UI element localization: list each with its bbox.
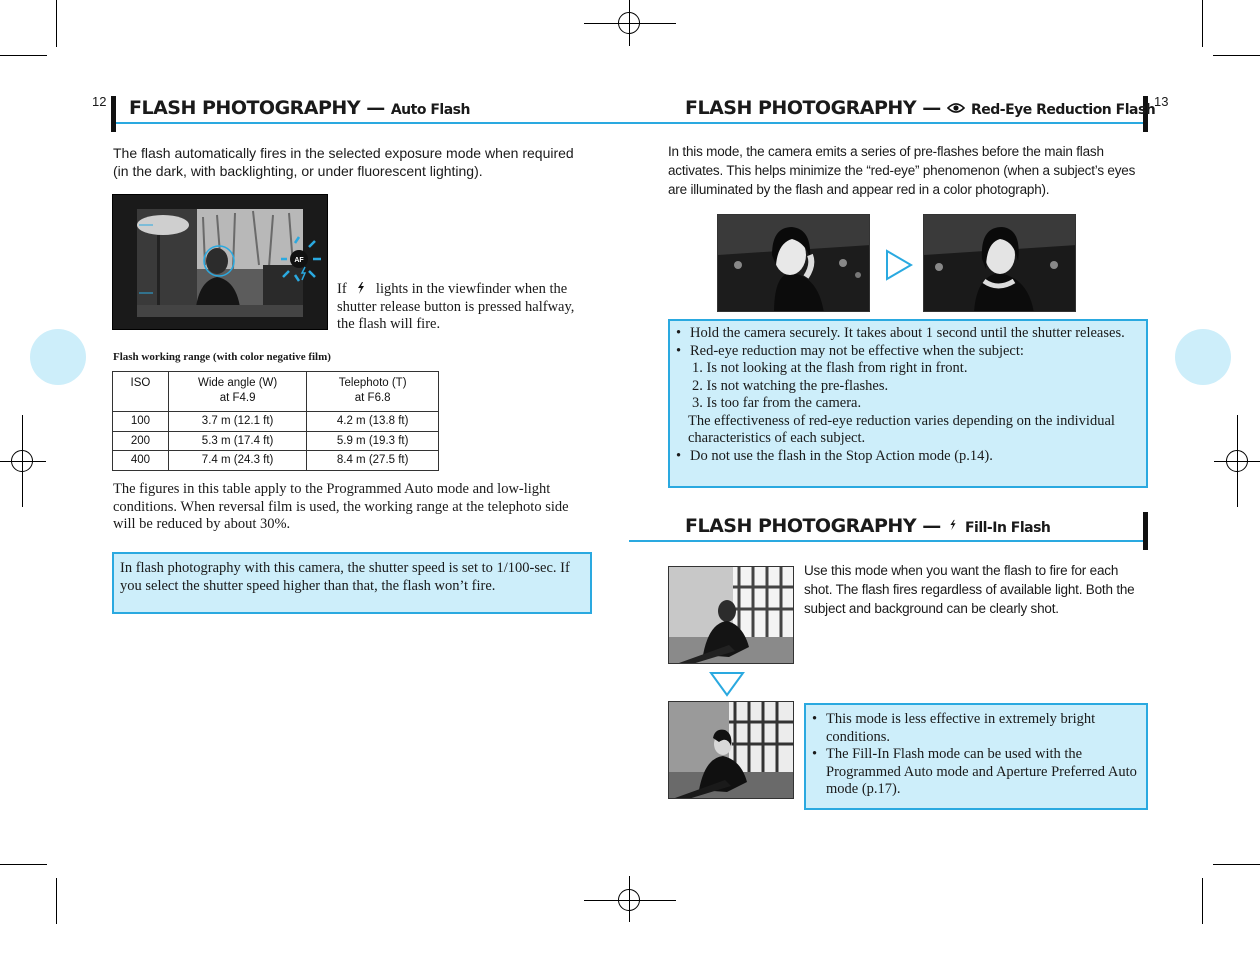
viewfinder-image [112, 194, 328, 330]
list-continuation: The effectiveness of red-eye reduction varies depending on the individual characteristics of each subject. [688, 412, 1115, 446]
heading-rule [116, 122, 1146, 124]
table-note: The figures in this table apply to the Programmed Auto mode and low-light conditions. When reversal film is used, the working range at the telephoto side will be reduced by about 30%. [113, 481, 569, 532]
table-cell: 400 [113, 451, 169, 471]
portrait-photo-before [717, 214, 870, 312]
fill-in-photo-after [668, 701, 794, 799]
fill-in-photo-before [668, 566, 794, 664]
flash-icon [354, 281, 368, 295]
fill-in-notes [804, 703, 1148, 810]
red-eye-intro: In this mode, the camera emits a series of pre-flashes before the main flash activates. This helps minimize the “red-eye” phenomenon (when a subject’s eyes are illuminated by the flash and appear red in a color photograph). [668, 144, 1136, 197]
table-cell: 4.2 m (13.8 ft) [307, 412, 439, 432]
table-row [113, 412, 439, 432]
table-cell: 3.7 m (12.1 ft) [168, 412, 306, 432]
triangle-right-icon [885, 249, 915, 281]
table-header: Telephoto (T) at F6.8 [307, 372, 439, 412]
table-cell: 5.9 m (19.3 ft) [307, 431, 439, 451]
page-number: 12 [92, 94, 107, 109]
flash-range-table [112, 371, 439, 471]
list-item: • Red-eye reduction may not be effective when the subject: [676, 343, 1140, 361]
shutter-speed-note-text: In flash photography with this camera, the shutter speed is set to 1/100-sec. If you select the shutter speed higher than that, the flash won’t fire. [120, 560, 570, 594]
section-heading-fill-in: FLASH PHOTOGRAPHY — Fill-In Flash [685, 515, 1051, 537]
fill-in-intro: Use this mode when you want the flash to fire for each shot. The flash fires regardless of available light. Both the subject and background can be clearly shot. [804, 563, 1135, 616]
page-number: 13 [1154, 94, 1169, 109]
section-heading-red-eye: FLASH PHOTOGRAPHY — Red-Eye Reduction Flash [685, 97, 1156, 119]
list-sub-item: 3. Is too far from the camera. [692, 395, 862, 411]
eye-icon [947, 102, 965, 114]
table-header: ISO [113, 372, 169, 412]
table-cell: 200 [113, 431, 169, 451]
table-row [113, 431, 439, 451]
svg-text:AF: AF [294, 257, 304, 264]
table-cell: 100 [113, 412, 169, 432]
table-header-row [113, 372, 439, 412]
thumb-index-dot [1175, 329, 1231, 385]
thumb-index-dot [30, 329, 86, 385]
viewfinder-caption: If lights in the viewfinder when the shutter release button is pressed halfway, the flash will fire. [337, 281, 575, 332]
list-item: • This mode is less effective in extremely bright conditions. [812, 711, 1140, 746]
heading-rule [629, 540, 1143, 542]
table-cell: 7.4 m (24.3 ft) [168, 451, 306, 471]
list-item: • Do not use the flash in the Stop Action mode (p.14). [676, 448, 1140, 466]
table-cell: 8.4 m (27.5 ft) [307, 451, 439, 471]
list-sub-item: 1. Is not looking at the flash from right in front. [692, 360, 968, 376]
intro-text: The flash automatically fires in the selected exposure mode when required (in the dark, with backlighting, or under fluorescent lighting). [113, 145, 574, 179]
red-eye-notes [668, 319, 1148, 488]
flash-icon [947, 518, 959, 532]
list-item: • Hold the camera securely. It takes about 1 second until the shutter releases. [676, 325, 1140, 343]
table-title: Flash working range (with color negative film) [113, 351, 331, 363]
list-sub-item: 2. Is not watching the pre-flashes. [692, 377, 889, 394]
section-heading-auto-flash: FLASH PHOTOGRAPHY — Auto Flash [129, 97, 470, 119]
table-cell: 5.3 m (17.4 ft) [168, 431, 306, 451]
table-header: Wide angle (W) at F4.9 [168, 372, 306, 412]
heading-bar [1143, 512, 1148, 550]
portrait-photo-after [923, 214, 1076, 312]
table-row [113, 451, 439, 471]
shutter-speed-note [112, 552, 592, 614]
heading-bar [111, 96, 116, 132]
list-item: • The Fill-In Flash mode can be used with the Programmed Auto mode and Aperture Preferred Auto mode (p.17). [812, 746, 1140, 799]
triangle-down-icon [709, 671, 745, 697]
